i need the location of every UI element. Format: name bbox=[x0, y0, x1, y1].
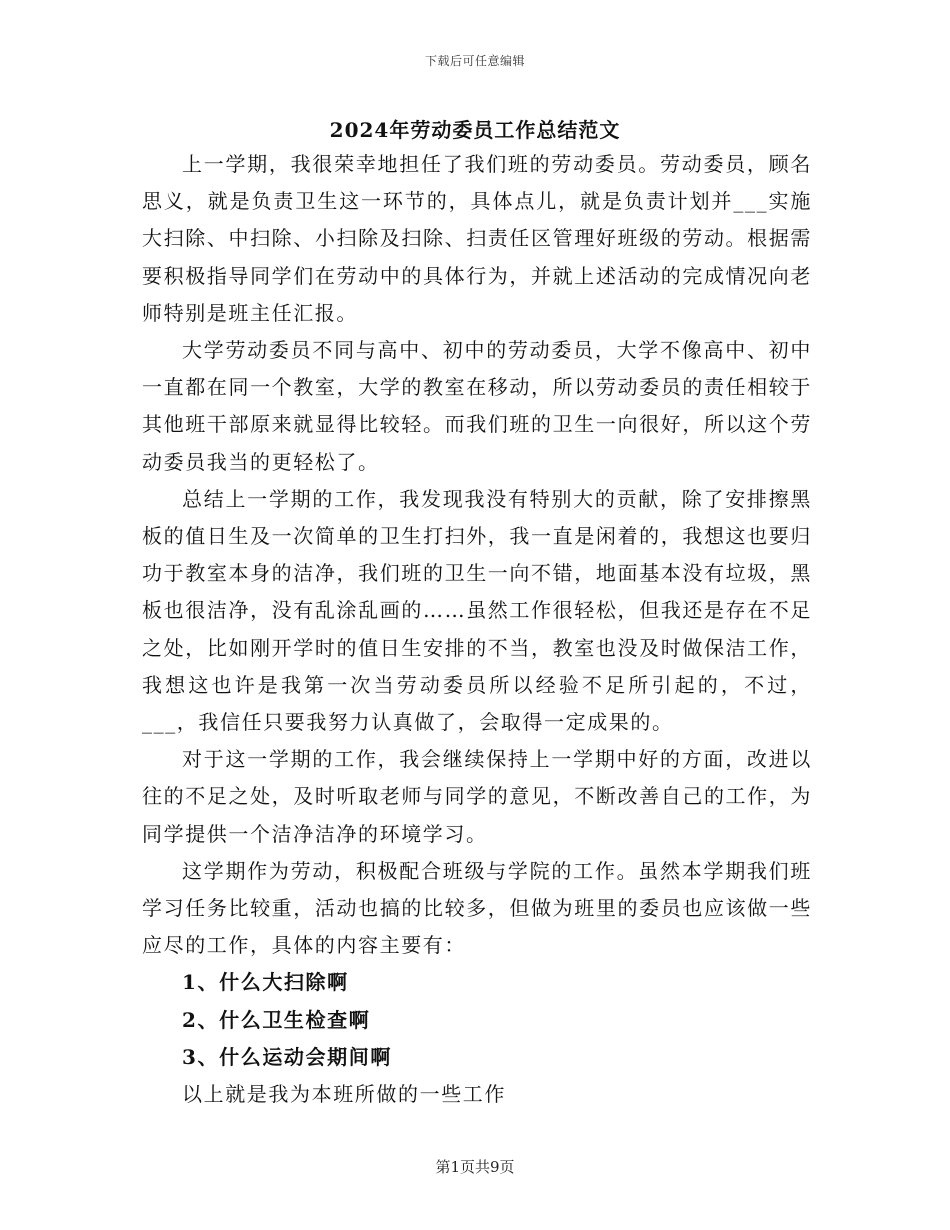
closing-paragraph: 以上就是我为本班所做的一些工作 bbox=[182, 1082, 506, 1107]
header-note: 下载后可任意编辑 bbox=[424, 54, 525, 68]
paragraph: 这学期作为劳动，积极配合班级与学院的工作。虽然本学期我们班学习任务比较重，活动也搞的比较多，但做为班里的委员也应该做一些应尽的工作，具体的内容主要有： bbox=[142, 858, 812, 958]
paragraph: 大学劳动委员不同与高中、初中的劳动委员，大学不像高中、初中一直都在同一个教室，大学的教室在移动，所以劳动委员的责任相较于其他班干部原来就显得比较轻。而我们班的卫生一向很好，所以这个劳动委员我当的更轻松了。 bbox=[142, 338, 812, 474]
document-title: 2024年劳动委员工作总结范文 bbox=[329, 118, 621, 142]
document-body bbox=[142, 146, 812, 1113]
paragraph: 对于这一学期的工作，我会继续保持上一学期中好的方面，改进以往的不足之处，及时听取老师与同学的意见，不断改善自己的工作，为同学提供一个洁净洁净的环境学习。 bbox=[142, 747, 812, 846]
list-item: 2、什么卫生检查啊 bbox=[182, 1007, 371, 1032]
paragraph: 总结上一学期的工作，我发现我没有特别大的贡献，除了安排擦黑板的值日生及一次简单的卫生打扫外，我一直是闲着的，我想这也要归功于教室本身的洁净，我们班的卫生一向不错，地面基本没有垃圾，黑板也很洁净，没有乱涂乱画的……虽然工作很轻松，但我还是存在不足之处，比如刚开学时的值日生安排的不当，教室也没及时做保洁工作，我想这也许是我第一次当劳动委员所以经验不足所引起的，不过，___，我信任只要我努力认真做了，会取得一定成果的。 bbox=[142, 486, 812, 735]
list-item: 3、什么运动会期间啊 bbox=[182, 1044, 392, 1069]
paragraph: 上一学期，我很荣幸地担任了我们班的劳动委员。劳动委员，顾名思义，就是负责卫生这一环节的，具体点儿，就是负责计划并___实施大扫除、中扫除、小扫除及扫除、扫责任区管理好班级的劳动。根据需要积极指导同学们在劳动中的具体行为，并就上述活动的完成情况向老师特别是班主任汇报。 bbox=[142, 152, 812, 325]
page-number: 第1页共9页 bbox=[435, 1158, 515, 1176]
list-item: 1、什么大扫除啊 bbox=[182, 970, 349, 995]
